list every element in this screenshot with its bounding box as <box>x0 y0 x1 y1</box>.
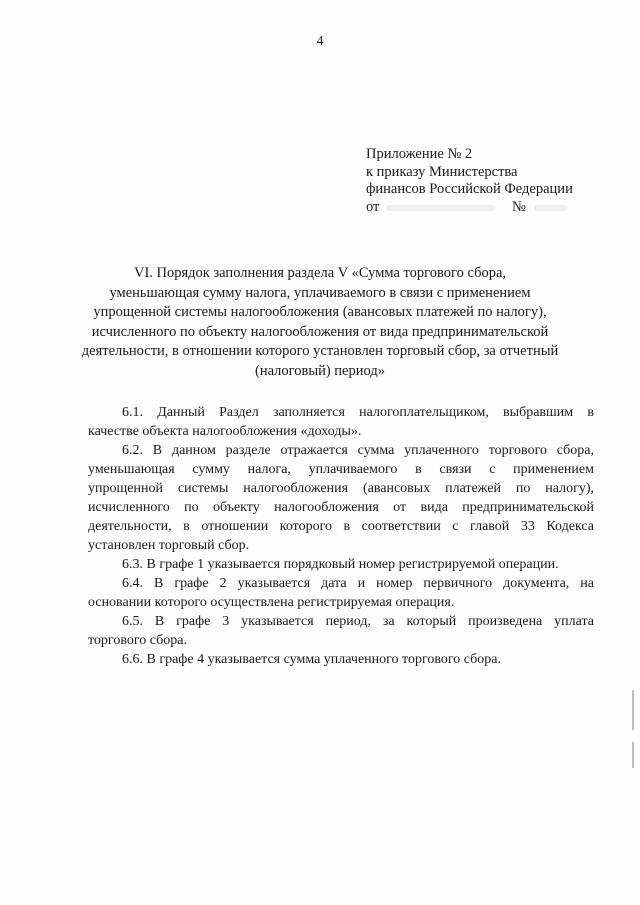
section-title-line: деятельности, в отношении которого установлен торговый сбор, за отчетный <box>81 343 559 359</box>
appendix-title: Приложение № 2 <box>366 146 473 162</box>
paragraph-6-2 <box>88 441 594 555</box>
section-title-line: уменьшающая сумму налога, уплачиваемого в связи с применением <box>109 284 531 301</box>
paragraph-6-3 <box>88 555 594 574</box>
paragraph-line: 6.5. В графе 3 указывается период, за который произведена уплата <box>122 614 594 629</box>
section-title-line: исчисленного по объекту налогообложения от вида предпринимательской <box>91 323 549 340</box>
appendix-ministry: финансов Российской Федерации <box>366 181 573 197</box>
appendix-date-line <box>366 199 573 217</box>
section-title <box>70 264 570 381</box>
paragraph-6-4 <box>88 574 594 612</box>
page-number: 4 <box>316 34 324 49</box>
paragraph-line: основании которого осуществлена регистрируемая операция. <box>88 595 455 610</box>
paragraph-line: 6.4. В графе 2 указывается дата и номер первичного документа, на <box>122 576 594 591</box>
paragraph-line: 6.1. Данный Раздел заполняется налогоплательщиком, выбравшим в <box>122 405 594 420</box>
number-mark: № <box>512 198 526 215</box>
paragraph-line: уменьшающая сумму налога, уплачиваемого в связи с применением <box>88 462 594 477</box>
paragraph-line: качестве объекта налогообложения «доходы». <box>88 424 362 439</box>
scan-edge-mark <box>632 742 634 768</box>
paragraph-line: исчисленного по объекту налогообложения от вида предпринимательской <box>88 500 594 515</box>
date-prefix: от <box>366 198 380 215</box>
paragraph-6-6 <box>88 650 594 669</box>
scan-edge-mark <box>632 690 634 730</box>
section-title-line: (налоговый) период» <box>255 362 385 379</box>
paragraph-line: 6.6. В графе 4 указывается сумма уплаченного торгового сбора. <box>122 652 502 667</box>
redacted-date <box>386 205 496 211</box>
section-title-line: упрощенной системы налогообложения (авансовых платежей по налогу), <box>93 304 547 320</box>
paragraph-line: упрощенной системы налогообложения (авансовых платежей по налогу), <box>88 481 594 496</box>
paragraph-line: торгового сбора. <box>88 633 187 648</box>
section-body <box>88 403 594 669</box>
appendix-header <box>366 146 573 216</box>
paragraph-line: деятельности, в отношении которого в соответствии с главой 33 Кодекса <box>88 519 594 534</box>
redacted-number <box>534 205 568 211</box>
section-title-line: VI. Порядок заполнения раздела V «Сумма торгового сбора, <box>133 265 507 281</box>
paragraph-line: 6.2. В данном разделе отражается сумма уплаченного торгового сбора, <box>122 443 594 458</box>
appendix-order-ref: к приказу Министерства <box>366 163 518 180</box>
paragraph-line: установлен торговый сбор. <box>88 538 250 553</box>
paragraph-line: 6.3. В графе 1 указывается порядковый номер регистрируемой операции. <box>122 557 559 572</box>
paragraph-6-1 <box>88 403 594 441</box>
paragraph-6-5 <box>88 612 594 650</box>
